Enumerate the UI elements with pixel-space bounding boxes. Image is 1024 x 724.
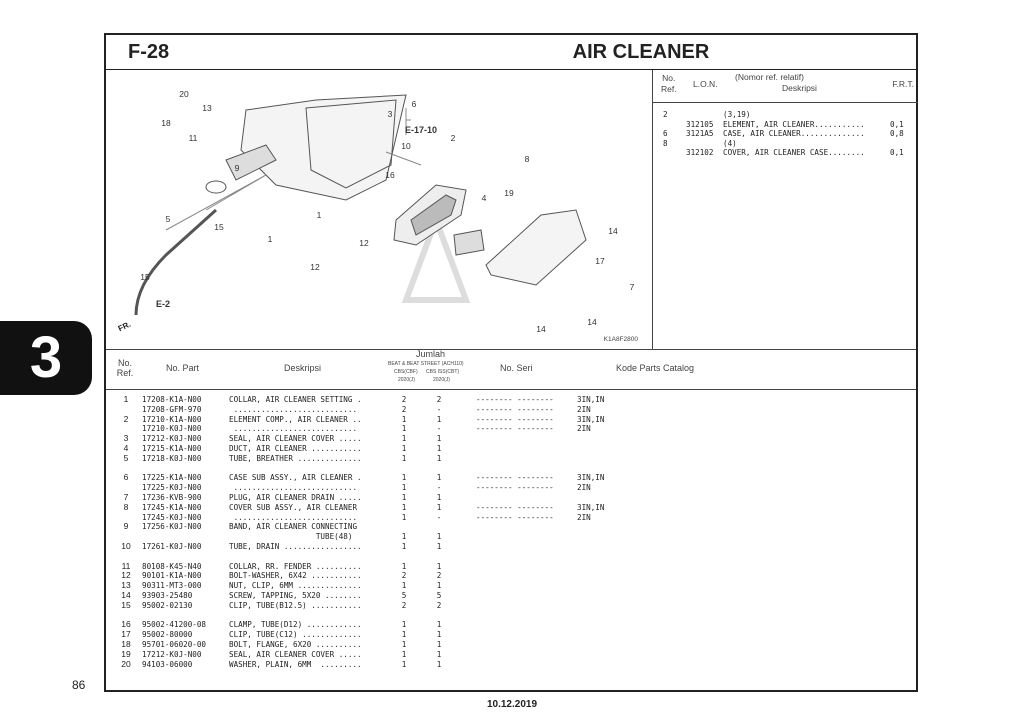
cell-part: 80108-K45-N40 <box>142 561 202 571</box>
table-row <box>106 601 916 611</box>
cell-ref: 11 <box>121 560 131 571</box>
cell-desc: ........................... <box>229 424 358 434</box>
cell-q2: 1 <box>436 639 442 649</box>
table-row <box>106 522 916 532</box>
cell-desc: BOLT-WASHER, 6X42 ........... <box>229 571 362 581</box>
diagram-drawing <box>106 70 652 349</box>
breather-tube <box>136 210 216 315</box>
cell-q1: 1 <box>401 502 407 512</box>
front-direction-label: FR. <box>116 319 133 334</box>
lon-lon: 3121A5 <box>686 129 714 138</box>
cell-desc: PLUG, AIR CLEANER DRAIN ..... <box>229 492 362 502</box>
header-jumlah: Jumlah <box>416 349 446 359</box>
lon-ref: 8 <box>663 138 668 148</box>
cell-part: 17261-K0J-N00 <box>142 541 202 551</box>
cell-desc: BOLT, FLANGE, 6X20 .......... <box>229 639 362 649</box>
header-year1: 2020(J) <box>398 377 415 383</box>
cell-ref: 16 <box>121 619 131 630</box>
cell-desc: COLLAR, AIR CLEANER SETTING . <box>229 395 362 404</box>
table-row <box>106 405 916 415</box>
page-number: 86 <box>72 678 86 692</box>
cell-q2: - <box>436 404 442 414</box>
cell-q2: 2 <box>436 600 442 610</box>
lon-header-desc: Deskripsi <box>782 83 817 93</box>
cell-ref: 9 <box>123 521 129 532</box>
callout-number: 2 <box>450 133 456 143</box>
table-row <box>106 503 916 513</box>
table-row <box>106 542 916 552</box>
cell-ref: 12 <box>121 570 131 581</box>
table-row <box>106 640 916 650</box>
callout-number: 12 <box>310 262 320 272</box>
cell-q2: 2 <box>436 395 442 404</box>
callout-number: 9 <box>234 163 240 173</box>
cell-q2: - <box>436 512 442 522</box>
lon-desc: COVER, AIR CLEANER CASE........ <box>723 148 865 157</box>
header-part: No. Part <box>166 363 200 373</box>
callout-number: 5 <box>165 214 171 224</box>
header-code: Kode Parts Catalog <box>616 363 695 373</box>
table-row <box>106 660 916 670</box>
lon-desc: ELEMENT, AIR CLEANER........... <box>723 119 865 129</box>
cell-desc: CLAMP, TUBE(D12) ............ <box>229 620 362 630</box>
cell-ref: 17 <box>121 629 131 640</box>
cell-q2: - <box>436 424 442 434</box>
lon-desc: CASE, AIR CLEANER.............. <box>723 129 865 138</box>
cell-part: 17212-K0J-N00 <box>142 649 202 659</box>
cell-desc: CLIP, TUBE(C12) ............. <box>229 630 362 640</box>
callout-number: 16 <box>385 170 395 180</box>
cell-ref: 5 <box>123 452 129 463</box>
cell-part: 17212-K0J-N00 <box>142 434 202 444</box>
callout-number: 11 <box>188 133 198 143</box>
cell-ref: 1 <box>123 394 129 404</box>
cell-q1: 1 <box>401 649 407 659</box>
cell-code: 3IN,IN <box>577 414 605 424</box>
page-title: AIR CLEANER <box>572 41 710 63</box>
cell-q1: 1 <box>401 414 407 424</box>
cell-q1: 1 <box>401 434 407 444</box>
cell-desc: ........................... <box>229 483 358 493</box>
cell-seri: -------- -------- <box>476 473 554 483</box>
callout-number: 4 <box>481 193 487 203</box>
cell-desc: SEAL, AIR CLEANER COVER ..... <box>229 434 362 444</box>
cell-part: 17208-GFM-970 <box>142 404 202 414</box>
cell-part: 17208-K1A-N00 <box>142 395 202 404</box>
cell-desc: COLLAR, RR. FENDER .......... <box>229 561 362 571</box>
header-model: BEAT & BEAT STREET (ACH110) <box>388 361 464 367</box>
cell-part: 95002-02130 <box>142 600 193 610</box>
callout-number: 1 <box>316 210 322 220</box>
header-variant2: CBS ISS(CBT) <box>426 369 460 375</box>
cell-q1: 1 <box>401 659 407 669</box>
cell-ref: 4 <box>123 442 129 453</box>
cell-part: 17225-K1A-N00 <box>142 473 202 483</box>
cell-ref: 8 <box>123 501 129 512</box>
lon-header-relative: (Nomor ref. relatif) <box>735 72 804 82</box>
cell-q2: 5 <box>436 590 442 600</box>
callout-number: 14 <box>608 226 618 236</box>
callout-number: 7 <box>629 282 635 292</box>
cell-q1: 1 <box>401 424 407 434</box>
table-row <box>106 493 916 503</box>
table-row <box>106 591 916 601</box>
table-row <box>106 532 916 542</box>
cell-q2: 1 <box>436 492 442 502</box>
cell-code: 2IN <box>577 424 591 434</box>
cell-part: 95002-41200-08 <box>142 620 207 630</box>
callout-number: 13 <box>202 103 212 113</box>
cell-code: 3IN,IN <box>577 395 605 404</box>
cell-part: 17210-K1A-N00 <box>142 414 202 424</box>
cell-ref: 20 <box>121 658 131 669</box>
cell-q2: - <box>436 483 442 493</box>
cell-ref: 10 <box>121 540 131 551</box>
lon-desc: (3,19) <box>723 110 751 119</box>
cell-q2: 1 <box>436 620 442 630</box>
lon-lon: 312102 <box>686 148 714 157</box>
cell-part: 93903-25480 <box>142 590 193 600</box>
cell-part: 17236-KVB-900 <box>142 492 202 502</box>
cell-code: 2IN <box>577 512 591 522</box>
cell-desc: TUBE, DRAIN ................. <box>229 541 362 551</box>
callout-number: 10 <box>401 141 411 151</box>
cell-q2: 1 <box>436 502 442 512</box>
callout-number: 12 <box>359 238 369 248</box>
cell-ref: 14 <box>121 589 131 600</box>
cell-q1: 1 <box>401 443 407 453</box>
lon-desc: (4) <box>723 138 737 148</box>
catalog-frame <box>104 33 918 692</box>
cell-desc: TUBE, BREATHER .............. <box>229 453 362 463</box>
figure-number: F-28 <box>128 41 170 63</box>
cell-q2: 1 <box>436 453 442 463</box>
cell-q1: 1 <box>401 541 407 551</box>
print-date: 10.12.2019 <box>486 699 538 710</box>
cell-q1: 1 <box>401 492 407 502</box>
divider <box>106 389 916 390</box>
header-variant1: CBS(CBF) <box>394 369 418 375</box>
table-row <box>106 571 916 581</box>
callout-number: 3 <box>387 109 393 119</box>
cover-duct <box>454 230 484 255</box>
lon-header-frt: F.R.T. <box>892 79 914 89</box>
cell-code: 3IN,IN <box>577 502 605 512</box>
callout-number: 14 <box>536 324 546 334</box>
cell-q1: 1 <box>401 639 407 649</box>
parts-table-body <box>106 395 916 669</box>
cell-q1: 2 <box>401 600 407 610</box>
air-cleaner-cover <box>486 210 586 285</box>
callout-number: 18 <box>161 118 171 128</box>
cell-q2: 1 <box>436 561 442 571</box>
cell-part: 95002-80000 <box>142 630 193 640</box>
cell-q2: 1 <box>436 649 442 659</box>
exploded-diagram <box>106 70 652 349</box>
cell-ref: 18 <box>121 638 131 649</box>
cell-part: 17245-K0J-N00 <box>142 512 202 522</box>
cell-q1: 1 <box>401 581 407 591</box>
cell-ref: 19 <box>121 648 131 659</box>
table-row <box>106 562 916 572</box>
cell-desc: COVER SUB ASSY., AIR CLEANER <box>229 502 358 512</box>
callout-number: 15 <box>140 272 150 282</box>
cell-desc: WASHER, PLAIN, 6MM ......... <box>229 659 362 669</box>
cell-q1: 1 <box>401 532 407 542</box>
cell-desc: TUBE(48) <box>229 532 353 542</box>
cell-desc: BAND, AIR CLEANER CONNECTING <box>229 522 358 532</box>
cell-desc: ........................... <box>229 404 358 414</box>
lon-header-lon: L.O.N. <box>693 79 718 89</box>
table-row <box>106 581 916 591</box>
cell-seri: -------- -------- <box>476 424 554 434</box>
cell-ref: 2 <box>123 413 129 424</box>
cell-ref: 15 <box>121 599 131 610</box>
lon-frt: 0,8 <box>890 129 904 138</box>
cell-q2: 1 <box>436 581 442 591</box>
table-row <box>106 483 916 493</box>
table-row <box>106 513 916 523</box>
cell-part: 17218-K0J-N00 <box>142 453 202 463</box>
cell-q1: 5 <box>401 590 407 600</box>
table-row <box>106 415 916 425</box>
cell-part: 17256-K0J-N00 <box>142 522 202 532</box>
cell-ref: 13 <box>121 580 131 591</box>
cell-part: 17225-K0J-N00 <box>142 483 202 493</box>
cell-part: 95701-06020-00 <box>142 639 207 649</box>
table-row <box>106 454 916 464</box>
cell-q1: 1 <box>401 483 407 493</box>
table-row <box>106 434 916 444</box>
cell-seri: -------- -------- <box>476 512 554 522</box>
cell-ref: 7 <box>123 491 129 502</box>
cell-part: 90311-MT3-000 <box>142 581 202 591</box>
callout-number: 19 <box>504 188 514 198</box>
callout-number: 15 <box>214 222 224 232</box>
table-row <box>106 444 916 454</box>
cell-q2: 1 <box>436 414 442 424</box>
lon-frt: 0,1 <box>890 119 904 129</box>
lon-ref: 6 <box>663 129 668 138</box>
cell-q1: 1 <box>401 512 407 522</box>
callout-number: 20 <box>179 89 189 99</box>
cell-q2: 1 <box>436 443 442 453</box>
band <box>206 181 226 193</box>
cell-q1: 1 <box>401 473 407 483</box>
header-ref: No. Ref. <box>116 358 134 378</box>
cell-desc: SCREW, TAPPING, 5X20 ........ <box>229 590 362 600</box>
callout-number: 8 <box>524 154 530 164</box>
callout-number: 1 <box>267 234 273 244</box>
lon-ref: 2 <box>663 110 668 119</box>
table-row <box>106 424 916 434</box>
cell-seri: -------- -------- <box>476 414 554 424</box>
cell-ref: 3 <box>123 433 129 444</box>
cell-q1: 1 <box>401 561 407 571</box>
cross-reference-label: E-2 <box>155 299 171 309</box>
cell-code: 3IN,IN <box>577 473 605 483</box>
cell-q2: 2 <box>436 571 442 581</box>
cell-q1: 1 <box>401 620 407 630</box>
parts-table-header <box>106 350 916 390</box>
cell-part: 90101-K1A-N00 <box>142 571 202 581</box>
table-row <box>106 395 916 405</box>
cell-q1: 2 <box>401 571 407 581</box>
cell-q1: 2 <box>401 404 407 414</box>
cell-q2: 1 <box>436 473 442 483</box>
table-row <box>106 630 916 640</box>
cell-desc: SEAL, AIR CLEANER COVER ..... <box>229 649 362 659</box>
cell-q2: 1 <box>436 541 442 551</box>
cross-reference-label: E-17-10 <box>404 125 438 135</box>
cell-part: 17215-K1A-N00 <box>142 443 202 453</box>
cell-seri: -------- -------- <box>476 395 554 404</box>
labor-operation-table <box>653 70 918 349</box>
header-seri: No. Seri <box>500 363 533 373</box>
lon-lon: 312105 <box>686 119 714 129</box>
cell-desc: NUT, CLIP, 6MM .............. <box>229 581 362 591</box>
table-row <box>106 650 916 660</box>
callout-number: 14 <box>587 317 597 327</box>
header-year2: 2020(J) <box>433 377 450 383</box>
cell-code: 2IN <box>577 404 591 414</box>
section-tab: 3 <box>0 321 92 395</box>
table-row <box>106 473 916 483</box>
cell-q2: 1 <box>436 532 442 542</box>
cell-part: 17245-K1A-N00 <box>142 502 202 512</box>
cell-q2: 1 <box>436 630 442 640</box>
cell-desc: ........................... <box>229 512 358 522</box>
cell-q1: 2 <box>401 395 407 404</box>
table-row <box>106 620 916 630</box>
cell-q1: 1 <box>401 630 407 640</box>
cell-code: 2IN <box>577 483 591 493</box>
lon-frt: 0,1 <box>890 148 904 157</box>
cell-seri: -------- -------- <box>476 404 554 414</box>
cell-desc: CASE SUB ASSY., AIR CLEANER . <box>229 473 362 483</box>
cell-desc: DUCT, AIR CLEANER ........... <box>229 443 362 453</box>
cell-q2: 1 <box>436 659 442 669</box>
cell-part: 17210-K0J-N00 <box>142 424 202 434</box>
cell-part: 94103-06000 <box>142 659 193 669</box>
cell-desc: CLIP, TUBE(B12.5) ........... <box>229 600 362 610</box>
header-desc: Deskripsi <box>284 363 322 373</box>
cell-q1: 1 <box>401 453 407 463</box>
illustration-code: K1A8F2800 <box>603 336 638 343</box>
callout-number: 17 <box>595 256 605 266</box>
lon-header-ref: No. Ref. <box>661 73 677 94</box>
cell-desc: ELEMENT COMP., AIR CLEANER .. <box>229 414 362 424</box>
cell-seri: -------- -------- <box>476 502 554 512</box>
cell-ref: 6 <box>123 472 129 483</box>
callout-number: 6 <box>411 99 417 109</box>
divider <box>653 102 918 103</box>
cell-seri: -------- -------- <box>476 483 554 493</box>
cell-q2: 1 <box>436 434 442 444</box>
